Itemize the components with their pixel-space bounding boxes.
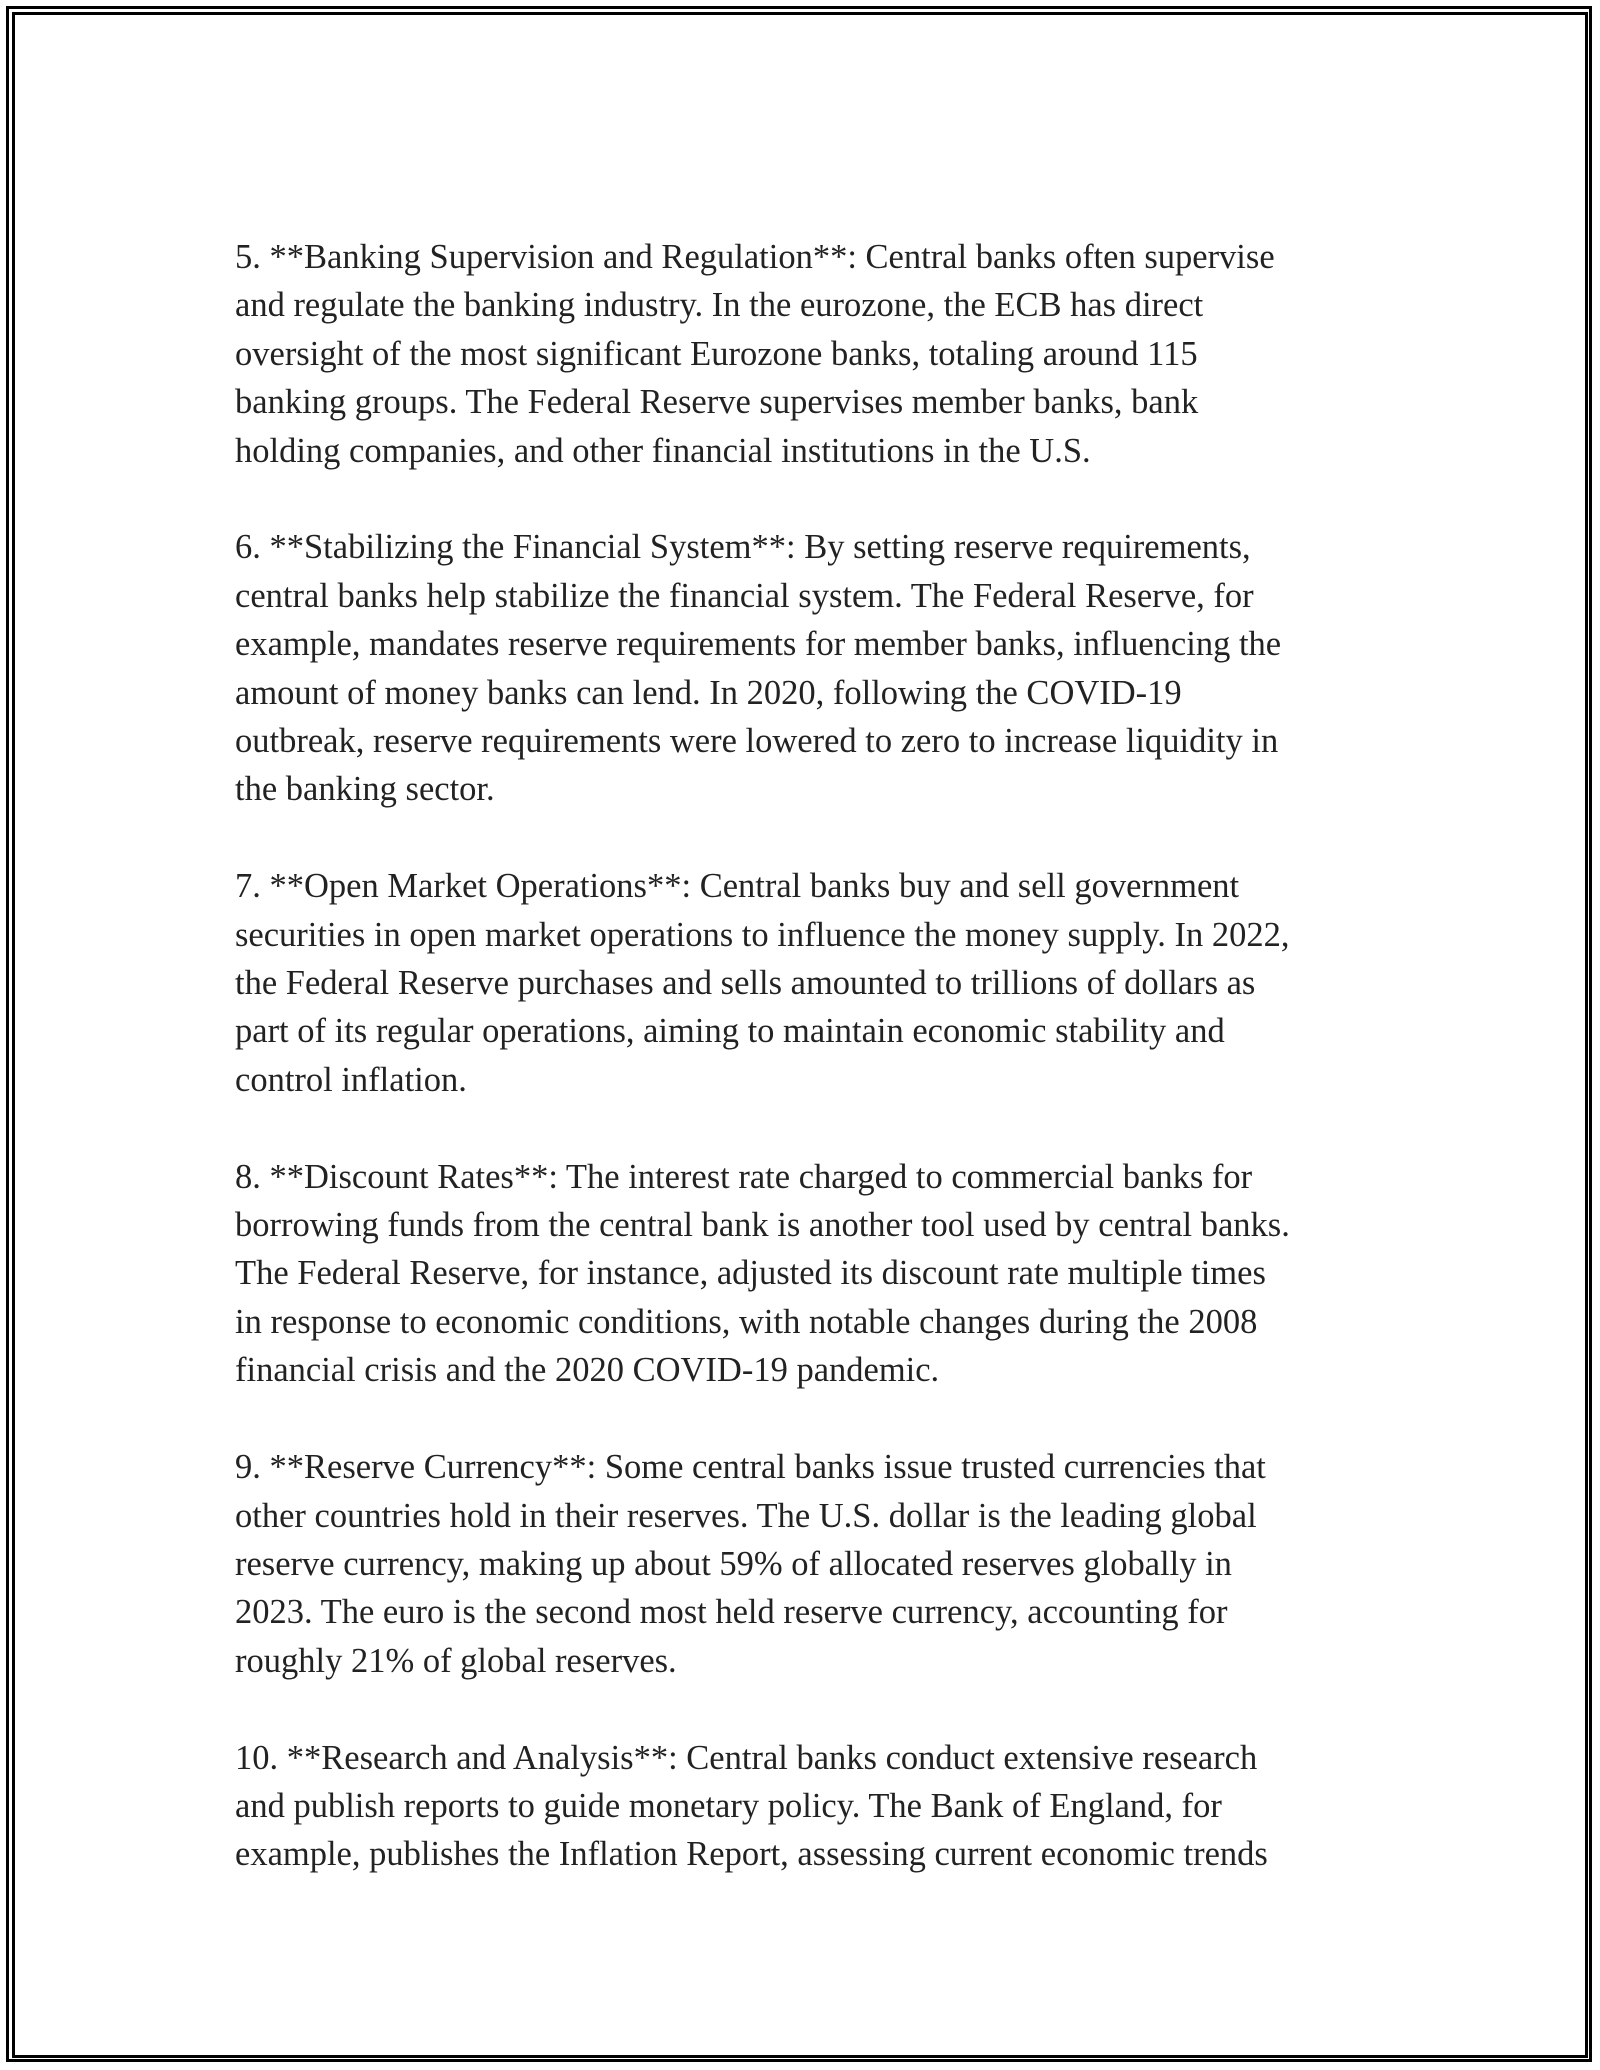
text-line: and regulate the banking industry. In the eurozone, the ECB has direct (235, 286, 1204, 325)
text-line: the banking sector. (235, 770, 495, 809)
text-line: 7. **Open Market Operations**: Central banks buy and sell government (235, 867, 1240, 906)
text-line: in response to economic conditions, with notable changes during the 2008 (235, 1302, 1258, 1341)
paragraph-reserve-currency (235, 1443, 1365, 1685)
text-line: 2023. The euro is the second most held reserve currency, accounting for (235, 1593, 1228, 1632)
text-line: 9. **Reserve Currency**: Some central banks issue trusted currencies that (235, 1448, 1266, 1487)
paragraph-stabilizing-financial-system (235, 523, 1365, 813)
document-body (235, 233, 1365, 1927)
paragraph-discount-rates (235, 1153, 1365, 1395)
text-line: control inflation. (235, 1060, 467, 1099)
text-line: borrowing funds from the central bank is another tool used by central banks. (235, 1206, 1290, 1245)
text-line: roughly 21% of global reserves. (235, 1641, 677, 1680)
text-line: example, mandates reserve requirements for member banks, influencing the (235, 625, 1282, 664)
text-line: 10. **Research and Analysis**: Central banks conduct extensive research (235, 1738, 1258, 1777)
text-line: 6. **Stabilizing the Financial System**: By setting reserve requirements, (235, 528, 1251, 567)
text-line: the Federal Reserve purchases and sells amounted to trillions of dollars as (235, 964, 1256, 1003)
paragraph-open-market-operations (235, 862, 1365, 1104)
text-line: outbreak, reserve requirements were lowered to zero to increase liquidity in (235, 722, 1279, 761)
paragraph-research-analysis (235, 1734, 1365, 1879)
text-line: central banks help stabilize the financial system. The Federal Reserve, for (235, 576, 1254, 615)
paragraph-banking-supervision (235, 233, 1365, 475)
text-line: amount of money banks can lend. In 2020, following the COVID-19 (235, 673, 1182, 712)
text-line: 5. **Banking Supervision and Regulation**: Central banks often supervise (235, 238, 1275, 276)
text-line: financial crisis and the 2020 COVID-19 pandemic. (235, 1351, 940, 1390)
text-line: securities in open market operations to influence the money supply. In 2022, (235, 915, 1290, 954)
text-line: 8. **Discount Rates**: The interest rate charged to commercial banks for (235, 1157, 1253, 1196)
text-line: part of its regular operations, aiming to maintain economic stability and (235, 1012, 1225, 1051)
text-line: banking groups. The Federal Reserve supervises member banks, bank (235, 383, 1199, 422)
text-line: and publish reports to guide monetary policy. The Bank of England, for (235, 1786, 1222, 1825)
text-line: other countries hold in their reserves. The U.S. dollar is the leading global (235, 1496, 1257, 1535)
text-line: reserve currency, making up about 59% of allocated reserves globally in (235, 1544, 1232, 1583)
text-line: oversight of the most significant Eurozone banks, totaling around 115 (235, 334, 1198, 373)
text-line: holding companies, and other financial institutions in the U.S. (235, 431, 1091, 470)
text-line: example, publishes the Inflation Report, assessing current economic trends (235, 1835, 1268, 1874)
text-line: The Federal Reserve, for instance, adjusted its discount rate multiple times (235, 1254, 1266, 1293)
